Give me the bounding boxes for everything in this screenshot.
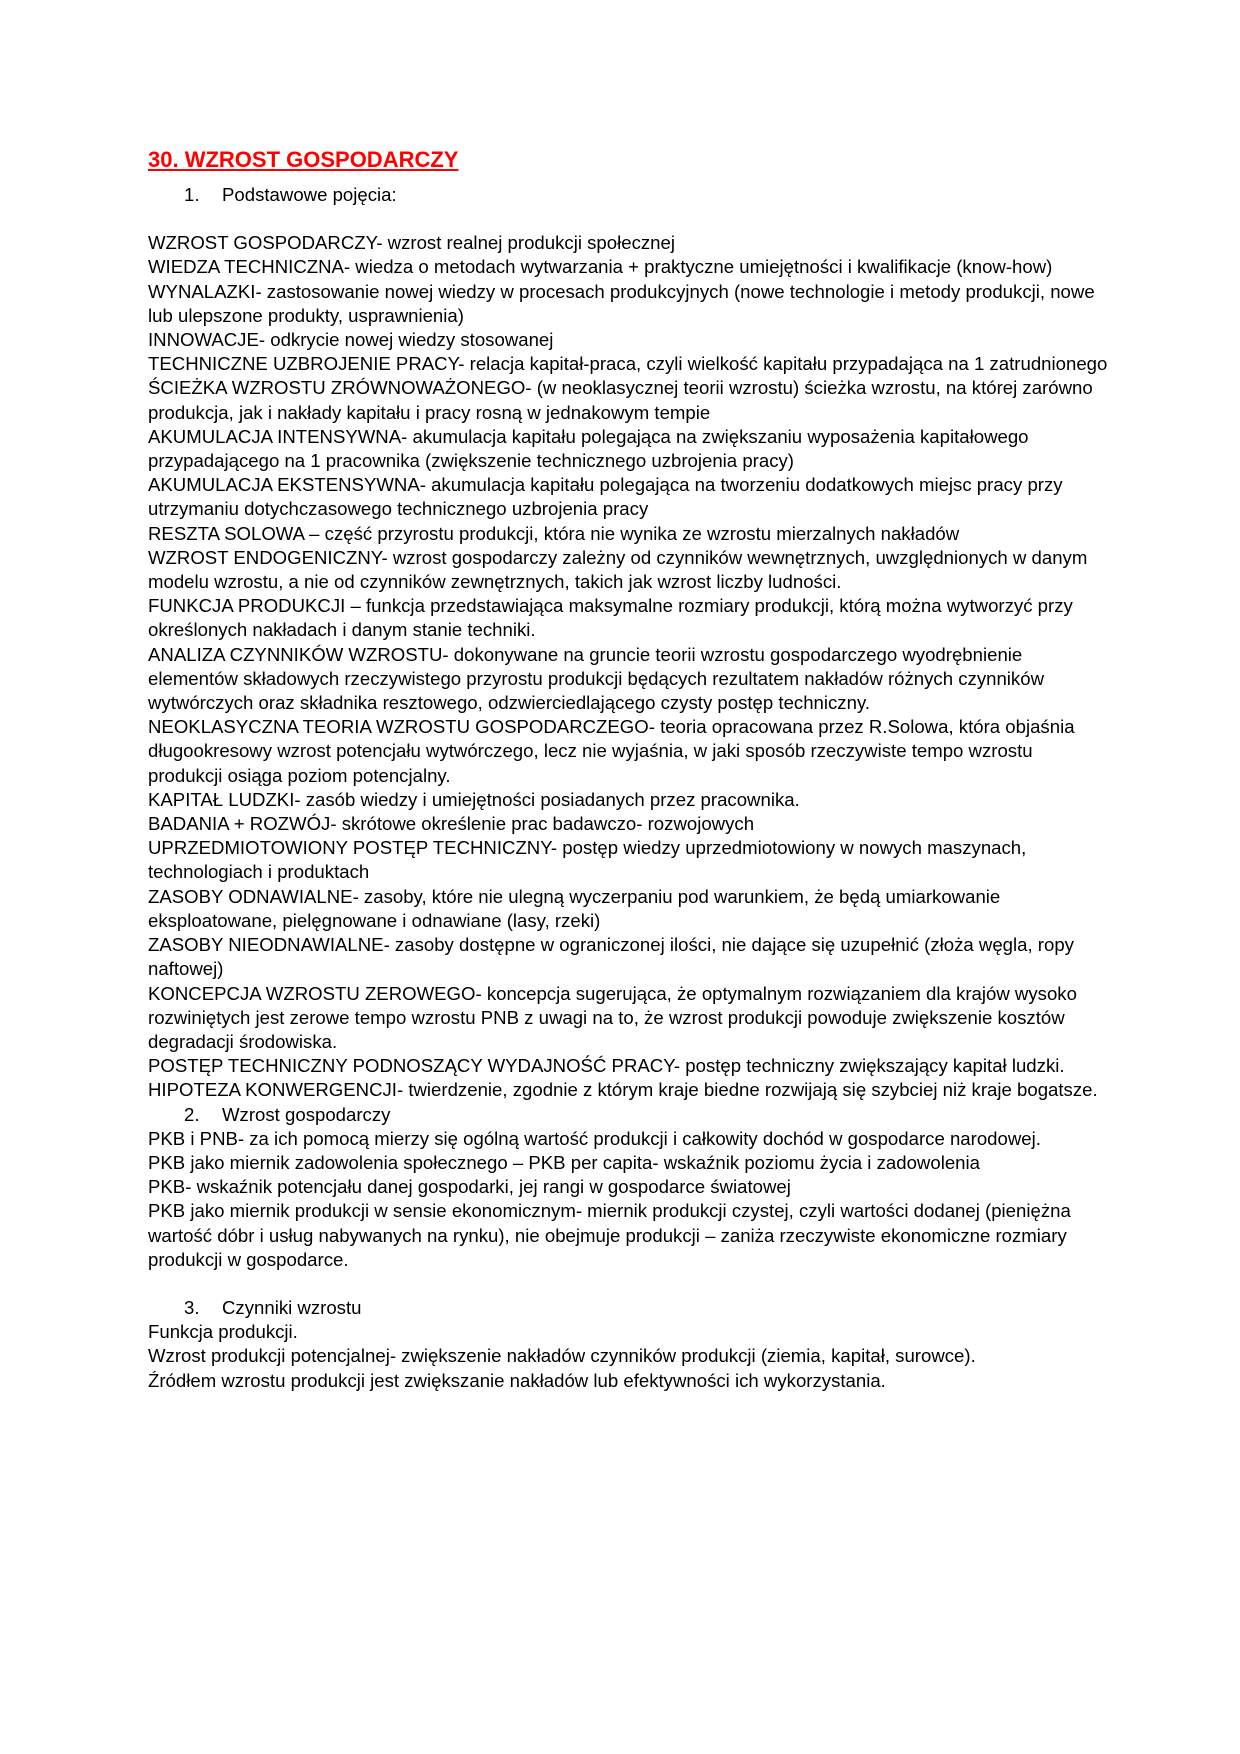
definition-paragraph: ANALIZA CZYNNIKÓW WZROSTU- dokonywane na gruncie teorii wzrostu gospodarczego wyodrębnienie elementów składowych rzeczywistego przyrostu produkcji będących rezultatem nakładów różnych czynników wytwórczych oraz składnika resztowego, odzwierciedlającego czysty postęp techniczny. — [148, 643, 1044, 714]
body-paragraph: PKB jako miernik produkcji w sensie ekonomicznym- miernik produkcji czystej, czyli wartości dodanej (pieniężna wartość dóbr i usług nabywanych na rynku), nie obejmuje produkcji – zaniża rzeczywiste ekonomiczne rozmiary produkcji w gospodarce. — [148, 1200, 1071, 1270]
definition-paragraph: NEOKLASYCZNA TEORIA WZROSTU GOSPODARCZEGO- teoria opracowana przez R.Solowa, która objaśnia długookresowy wzrost potencjału wytwórczego, lecz nie wyjaśnia, w jaki sposób rzeczywiste tempo wzrostu produkcji osiąga poziom potencjalny. — [148, 716, 1075, 786]
body-paragraph: PKB i PNB- za ich pomocą mierzy się ogólną wartość produkcji i całkowity dochód w gospodarce narodowej. — [148, 1127, 1041, 1149]
definition-paragraph: POSTĘP TECHNICZNY PODNOSZĄCY WYDAJNOŚĆ PRACY- postęp techniczny zwiększający kapitał ludzki. — [148, 1055, 1065, 1077]
definition-paragraph: RESZTA SOLOWA – część przyrostu produkcji, która nie wynika ze wzrostu mierzalnych nakładów — [148, 522, 960, 544]
definition-paragraph: ZASOBY ODNAWIALNE- zasoby, które nie ulegną wyczerpaniu pod warunkiem, że będą umiarkowanie eksploatowane, pielęgnowane i odnawiane (lasy, rzeki) — [148, 885, 1001, 931]
definition-paragraph: KONCEPCJA WZROSTU ZEROWEGO- koncepcja sugerująca, że optymalnym rozwiązaniem dla krajów wysoko rozwiniętych jest zerowe tempo wzrostu PNB z uwagi na to, że wzrost produkcji powoduje zwiększenie kosztów degradacji środowiska. — [148, 982, 1077, 1052]
definition-paragraph: UPRZEDMIOTOWIONY POSTĘP TECHNICZNY- postęp wiedzy uprzedmiotowiony w nowych maszynach, technologiach i produktach — [148, 837, 1027, 883]
definition-paragraph: ŚCIEŻKA WZROSTU ZRÓWNOWAŻONEGO- (w neoklasycznej teorii wzrostu) ścieżka wzrostu, na której zarówno produkcja, jak i nakłady kapitału i pracy rosną w jednakowym tempie — [148, 377, 1093, 423]
section-number: 3. — [184, 1296, 200, 1318]
section-title: Wzrost gospodarczy — [222, 1103, 391, 1125]
definition-paragraph: WIEDZA TECHNICZNA- wiedza o metodach wytwarzania + praktyczne umiejętności i kwalifikacje (know-how) — [148, 256, 1053, 278]
document-body — [148, 145, 1108, 1393]
section-heading-1 — [148, 183, 1108, 207]
definition-paragraph: WZROST GOSPODARCZY- wzrost realnej produkcji społecznej — [148, 232, 675, 254]
spacer — [148, 1272, 1108, 1296]
body-paragraph: Źródłem wzrostu produkcji jest zwiększanie nakładów lub efektywności ich wykorzystania. — [148, 1369, 886, 1391]
document-title: 30. WZROST GOSPODARCZY — [148, 147, 459, 172]
definition-paragraph: AKUMULACJA EKSTENSYWNA- akumulacja kapitału polegająca na tworzeniu dodatkowych miejsc pracy przy utrzymaniu dotychczasowego technicznego uzbrojenia pracy — [148, 474, 1063, 520]
body-paragraph: PKB jako miernik zadowolenia społecznego – PKB per capita- wskaźnik poziomu życia i zadowolenia — [148, 1151, 980, 1173]
definition-paragraph: WZROST ENDOGENICZNY- wzrost gospodarczy zależny od czynników wewnętrznych, uwzględnionych w danym modelu wzrostu, a nie od czynników zewnętrznych, takich jak wzrost liczby ludności. — [148, 546, 1088, 593]
body-paragraph: Funkcja produkcji. — [148, 1321, 298, 1343]
definition-paragraph: TECHNICZNE UZBROJENIE PRACY- relacja kapitał-praca, czyli wielkość kapitału przypadająca na 1 zatrudnionego — [148, 353, 1108, 375]
definition-paragraph: WYNALAZKI- zastosowanie nowej wiedzy w procesach produkcyjnych (nowe technologie i metody produkcji, nowe lub ulepszone produkty, usprawnienia) — [148, 280, 1095, 326]
section-title: Czynniki wzrostu — [222, 1296, 362, 1318]
section-number: 1. — [184, 184, 200, 205]
definition-paragraph: BADANIA + ROZWÓJ- skrótowe określenie prac badawczo- rozwojowych — [148, 813, 755, 835]
definition-paragraph: INNOWACJE- odkrycie nowej wiedzy stosowanej — [148, 329, 554, 351]
body-paragraph: Wzrost produkcji potencjalnej- zwiększenie nakładów czynników produkcji (ziemia, kapitał, surowce). — [148, 1345, 976, 1367]
section-heading-2 — [148, 1103, 1108, 1127]
spacer — [148, 207, 1108, 231]
body-paragraph: PKB- wskaźnik potencjału danej gospodarki, jej rangi w gospodarce światowej — [148, 1176, 791, 1198]
definition-paragraph: FUNKCJA PRODUKCJI – funkcja przedstawiająca maksymalne rozmiary produkcji, którą można wytworzyć przy określonych nakładach i danym stanie techniki. — [148, 595, 1073, 641]
definition-paragraph: ZASOBY NIEODNAWIALNE- zasoby dostępne w ograniczonej ilości, nie dające się uzupełnić (złoża węgla, ropy naftowej) — [148, 934, 1074, 980]
definition-paragraph: AKUMULACJA INTENSYWNA- akumulacja kapitału polegająca na zwiększaniu wyposażenia kapitałowego przypadającego na 1 pracownika (zwiększenie technicznego uzbrojenia pracy) — [148, 425, 1029, 472]
section-heading-3 — [148, 1296, 1108, 1320]
definition-paragraph: KAPITAŁ LUDZKI- zasób wiedzy i umiejętności posiadanych przez pracownika. — [148, 788, 800, 810]
definition-paragraph: HIPOTEZA KONWERGENCJI- twierdzenie, zgodnie z którym kraje biedne rozwijają się szybciej niż kraje bogatsze. — [148, 1079, 1098, 1101]
section-number: 2. — [184, 1103, 200, 1125]
section-title: Podstawowe pojęcia: — [222, 184, 397, 205]
